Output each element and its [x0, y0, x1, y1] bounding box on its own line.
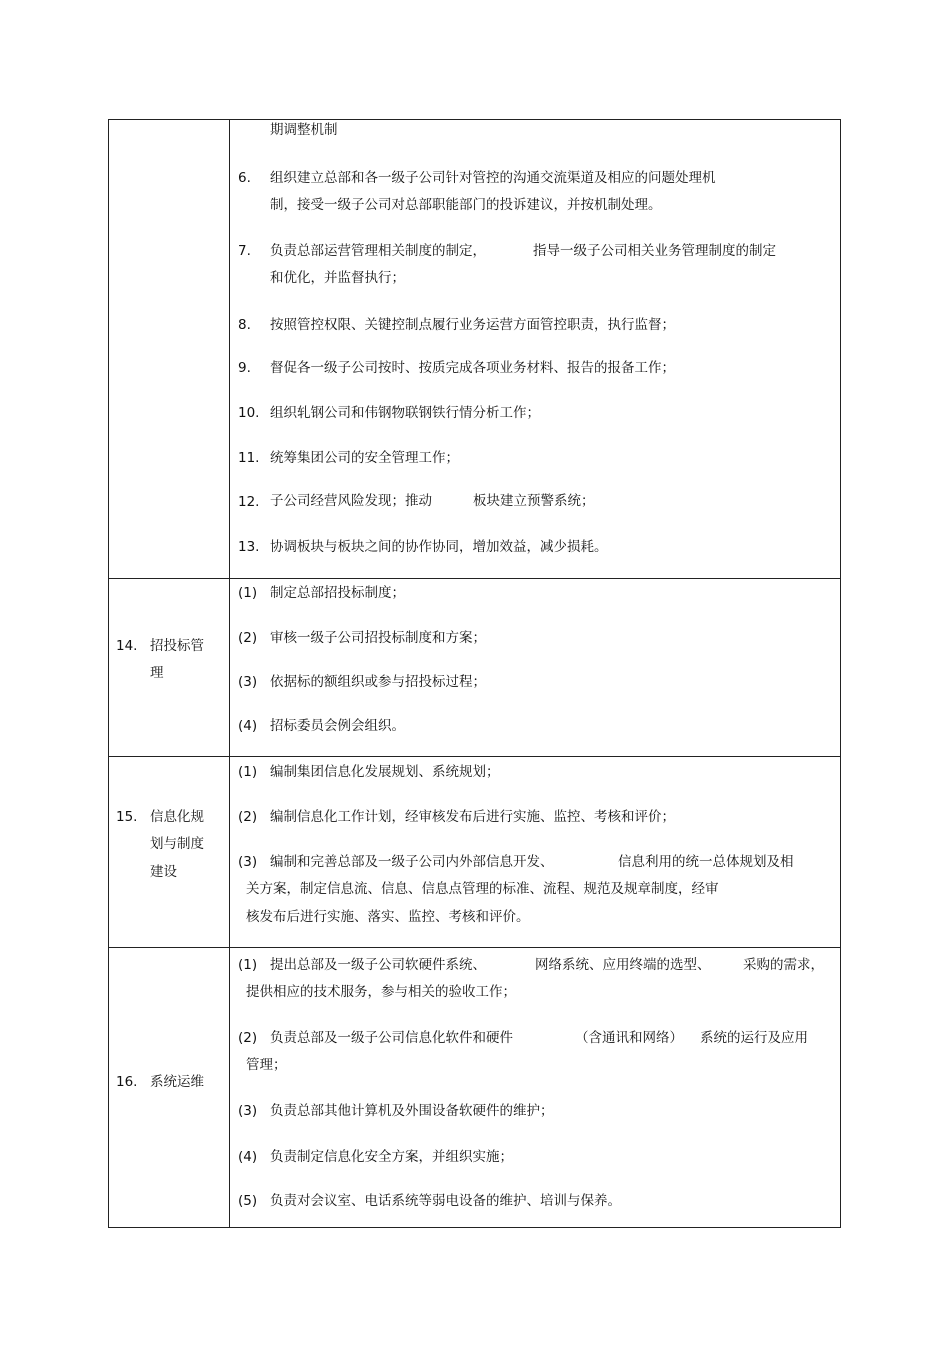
row-divider [109, 756, 840, 757]
item-number: (5) [238, 1193, 258, 1209]
item-text: 编制集团信息化发展规划、系统规划； [270, 764, 500, 780]
item-text: 负责对会议室、电话系统等弱电设备的维护、培训与保养。 [270, 1193, 621, 1209]
item-number: 6. [238, 170, 251, 186]
item-number: (1) [238, 585, 258, 601]
row-number: 16. [116, 1074, 138, 1090]
row-title: 划与制度 [150, 836, 204, 852]
item-number: (3) [238, 674, 258, 690]
row-divider [109, 947, 840, 948]
item-text: 系统的运行及应用 [700, 1030, 808, 1046]
item-text: 核发布后进行实施、落实、监控、考核和评价。 [246, 909, 530, 925]
item-number: (1) [238, 957, 258, 973]
item-number: (2) [238, 630, 258, 646]
row-title: 招投标管 [150, 638, 204, 654]
item-text: 编制信息化工作计划，经审核发布后进行实施、监控、考核和评价； [270, 809, 675, 825]
item-text: 统筹集团公司的安全管理工作； [270, 450, 459, 466]
item-text: 按照管控权限、关键控制点履行业务运营方面管控职责，执行监督； [270, 317, 675, 333]
item-text: 和优化，并监督执行； [270, 270, 405, 286]
item-number: 8. [238, 317, 251, 333]
item-number: (3) [238, 1103, 258, 1119]
item-number: 13. [238, 539, 260, 555]
item-text: 期调整机制 [270, 122, 338, 138]
item-text: 制定总部招投标制度； [270, 585, 405, 601]
item-text: 指导一级子公司相关业务管理制度的制定 [533, 243, 776, 259]
item-text: 编制和完善总部及一级子公司内外部信息开发、 [270, 854, 554, 870]
item-number: 9. [238, 360, 251, 376]
item-text: 协调板块与板块之间的协作协同，增加效益，减少损耗。 [270, 539, 608, 555]
item-text: 提供相应的技术服务，参与相关的验收工作； [246, 984, 516, 1000]
item-text: 板块建立预警系统； [473, 493, 595, 509]
row-title: 信息化规 [150, 809, 204, 825]
item-number: (3) [238, 854, 258, 870]
item-text: （含通讯和网络） [575, 1030, 683, 1046]
item-number: 10. [238, 405, 260, 421]
item-text: 负责总部运营管理相关制度的制定， [270, 243, 486, 259]
item-text: 负责总部及一级子公司信息化软件和硬件 [270, 1030, 513, 1046]
row-title: 建设 [150, 864, 177, 880]
row-number: 15. [116, 809, 138, 825]
item-number: (1) [238, 764, 258, 780]
row-title: 系统运维 [150, 1074, 204, 1090]
row-number: 14. [116, 638, 138, 654]
item-number: (4) [238, 718, 258, 734]
item-number: (4) [238, 1149, 258, 1165]
item-text: 管理； [246, 1057, 287, 1073]
column-divider [229, 120, 230, 1227]
row-divider [109, 578, 840, 579]
item-text: 负责总部其他计算机及外围设备软硬件的维护； [270, 1103, 554, 1119]
item-number: (2) [238, 1030, 258, 1046]
item-text: 招标委员会例会组织。 [270, 718, 405, 734]
item-text: 督促各一级子公司按时、按质完成各项业务材料、报告的报备工作； [270, 360, 675, 376]
item-text: 关方案，制定信息流、信息、信息点管理的标准、流程、规范及规章制度，经审 [246, 881, 719, 897]
item-number: 12. [238, 494, 260, 510]
item-text: 审核一级子公司招投标制度和方案； [270, 630, 486, 646]
item-text: 制，接受一级子公司对总部职能部门的投诉建议，并按机制处理。 [270, 197, 662, 213]
item-text: 网络系统、应用终端的选型、 [535, 957, 711, 973]
item-number: 11. [238, 450, 260, 466]
item-text: 信息利用的统一总体规划及相 [618, 854, 794, 870]
item-text: 组织轧钢公司和伟钢物联钢铁行情分析工作； [270, 405, 540, 421]
item-text: 负责制定信息化安全方案，并组织实施； [270, 1149, 513, 1165]
item-text: 提出总部及一级子公司软硬件系统、 [270, 957, 486, 973]
item-text: 子公司经营风险发现；推动 [270, 493, 432, 509]
item-number: 7. [238, 243, 251, 259]
item-text: 采购的需求， [743, 957, 824, 973]
item-text: 组织建立总部和各一级子公司针对管控的沟通交流渠道及相应的问题处理机 [270, 170, 716, 186]
item-text: 依据标的额组织或参与招投标过程； [270, 674, 486, 690]
item-number: (2) [238, 809, 258, 825]
row-title: 理 [150, 665, 164, 681]
